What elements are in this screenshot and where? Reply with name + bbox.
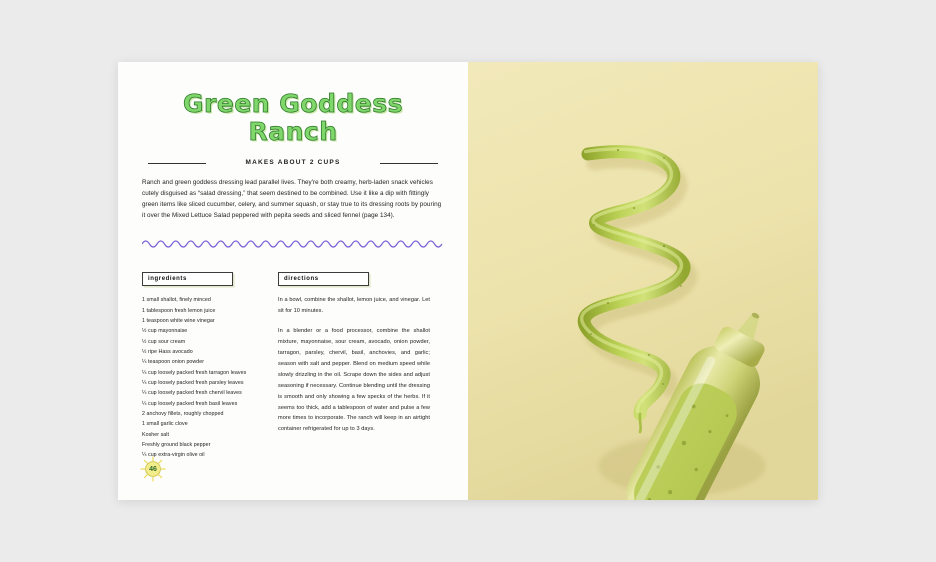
- ingredients-heading: ingredients: [142, 272, 233, 286]
- direction-step: In a blender or a food processor, combine the shallot mixture, mayonnaise, sour cream, avocado, onion powder, tarragon, parsley, chervil, basil, anchovies, and garlic; season with salt and pepper. Blend on medium speed while slowly drizzling in the oil. Scrape down the sides and adjust seasoning if necessary. Continue blending until the dressing is smooth and only showing a few specks of the herbs. If it seems too thick, add a tablespoon of water and pulse a few more times to incorporate. The ranch will keep in an airtight container refrigerated for up to 3 days.: [278, 328, 430, 433]
- page-folio: [140, 456, 166, 482]
- squiggle-divider-icon: [142, 238, 444, 250]
- page-number: 46: [149, 465, 157, 473]
- list-item: ¼ teaspoon onion powder: [142, 359, 205, 366]
- list-item: ½ ripe Hass avocado: [142, 349, 193, 355]
- list-item: ¼ cup loosely packed fresh parsley leaves: [142, 379, 244, 386]
- list-item: ¼ cup extra-virgin olive oil: [142, 452, 205, 459]
- list-item: ¼ cup loosely packed fresh basil leaves: [142, 400, 238, 407]
- list-item: Freshly ground black pepper: [142, 441, 211, 448]
- list-item: ½ cup sour cream: [142, 338, 186, 345]
- list-item: 1 small garlic clove: [142, 421, 188, 428]
- left-page: [118, 62, 468, 500]
- ingredients-list: [142, 295, 260, 460]
- list-item: 1 teaspoon white wine vinegar: [142, 318, 215, 325]
- list-item: Kosher salt: [142, 431, 170, 438]
- list-item: 1 small shallot, finely minced: [142, 297, 211, 304]
- recipe-columns: [142, 267, 444, 460]
- ingredients-column: [142, 267, 260, 460]
- list-item: 2 anchovy fillets, roughly chopped: [142, 410, 224, 417]
- page-title: Green Goddess Ranch: [183, 89, 403, 146]
- list-item: ¼ cup loosely packed fresh tarragon leaves: [142, 369, 247, 376]
- list-item: 1 tablespoon fresh lemon juice: [142, 307, 216, 314]
- list-item: ½ cup mayonnaise: [142, 328, 188, 335]
- right-page: [468, 62, 818, 500]
- direction-step: In a bowl, combine the shallot, lemon juice, and vinegar. Let sit for 10 minutes.: [278, 297, 430, 315]
- directions-heading: directions: [278, 272, 369, 286]
- directions-column: [278, 267, 430, 460]
- book-spread: [118, 62, 818, 500]
- list-item: ¼ cup loosely packed fresh chervil leaves: [142, 390, 242, 397]
- recipe-yield: MAKES ABOUT 2 CUPS: [142, 159, 444, 166]
- dressing-photo: [468, 62, 818, 500]
- recipe-headnote: Ranch and green goddess dressing lead parallel lives. They're both creamy, herb-laden snack vehicles cutely disguised as “salad dressing,” that seem destined to be combined. Use it like a dip with fittingly green items like sliced cucumber, celery, and summer squash, or stay true to its dressing roots by pouring it over the Mixed Lettuce Salad peppered with pepita seeds and sliced fennel (page 134).: [142, 179, 442, 220]
